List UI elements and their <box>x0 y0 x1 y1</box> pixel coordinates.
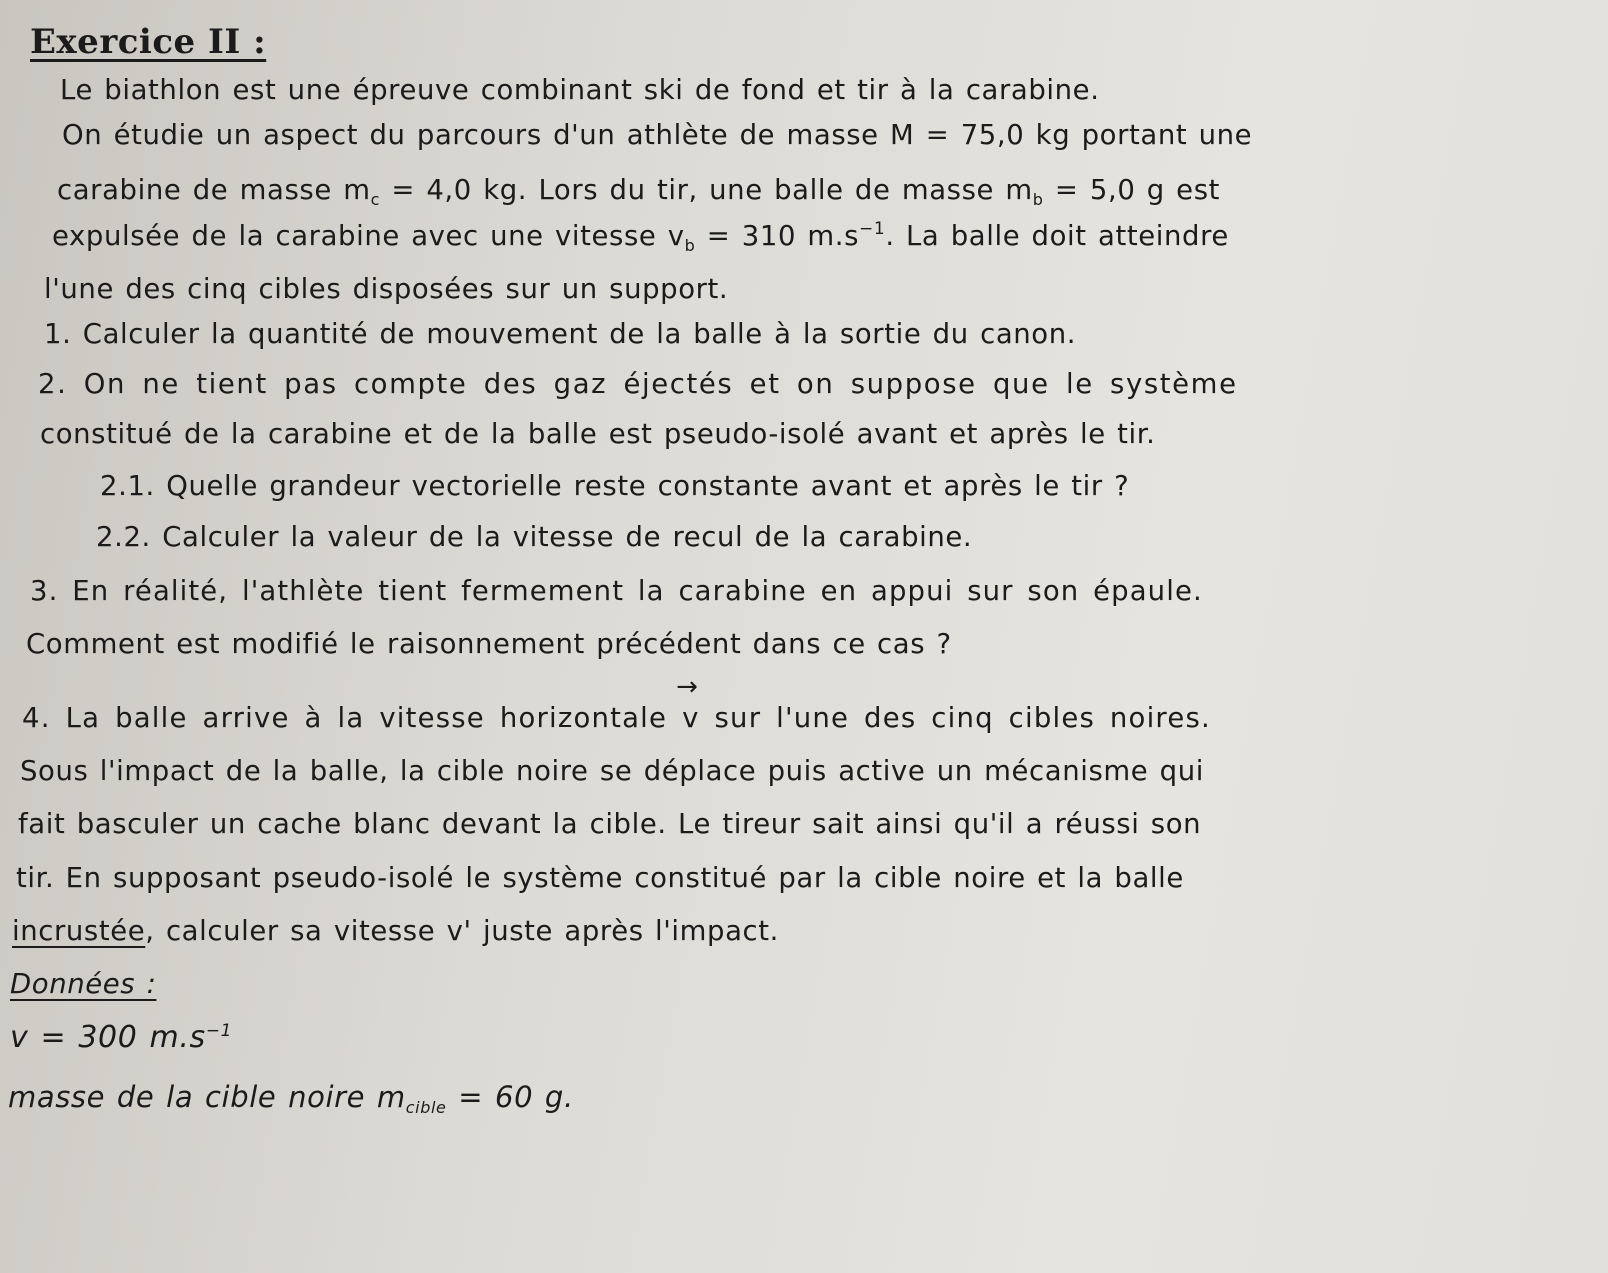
data-target-mass: masse de la cible noire $m_{cible} = 60$ g. <box>8 1080 574 1117</box>
exercise-title: Exercice II : <box>30 22 267 62</box>
question-2-line-1 <box>38 368 1238 400</box>
intro-text: portant une <box>1081 119 1253 151</box>
question-3-line-1 <box>30 575 1203 607</box>
intro-text: expulsée de la carabine avec une vitesse <box>52 220 657 252</box>
underlined-word: incrustée <box>12 915 146 947</box>
question-text: 3. En réalité, l'athlète tient fermement la carabine en appui sur son épaule. <box>30 575 1203 607</box>
intro-text: l'une des cinq cibles disposées sur un support. <box>44 273 729 305</box>
question-4-line-1 <box>22 672 1211 734</box>
bullet-mass-value: = 5,0 g <box>1054 174 1165 206</box>
intro-line-1 <box>60 74 1100 106</box>
question-text: 4. La balle arrive à la vitesse horizontale <box>22 702 668 734</box>
question-text: tir. En supposant pseudo-isolé le système constitué par la cible noire et la balle <box>16 862 1184 894</box>
question-text: Comment est modifié le raisonnement précédent dans ce cas ? <box>26 628 952 660</box>
athlete-mass: M = 75,0 kg <box>890 119 1071 151</box>
intro-line-3 <box>57 174 1220 209</box>
bullet-speed-symbol: $v_b$ <box>667 220 696 255</box>
question-text: 1. Calculer la quantité de mouvement de la balle à la sortie du canon. <box>44 318 1077 350</box>
intro-line-5 <box>44 273 728 305</box>
rifle-mass-symbol: $m_c$ <box>343 174 380 209</box>
question-text: fait basculer un cache blanc devant la cible. Le tireur sait ainsi qu'il a réussi son <box>18 808 1202 840</box>
data-heading: Données : <box>10 968 157 1000</box>
question-2-1 <box>100 470 1129 502</box>
vector-arrow: → <box>676 672 700 702</box>
question-2-2 <box>96 521 972 553</box>
bullet-speed-value: = 310 $m.s^{-1}$ <box>706 219 886 252</box>
question-text: Sous l'impact de la balle, la cible noire se déplace puis active un mécanisme qui <box>20 755 1204 787</box>
bullet-mass-symbol: $m_b$ <box>1005 174 1044 209</box>
question-1 <box>44 318 1076 350</box>
intro-line-2 <box>62 119 1252 151</box>
intro-text: est <box>1176 174 1221 206</box>
velocity-vector: → v <box>676 672 700 734</box>
question-text: constitué de la carabine et de la balle est pseudo-isolé avant et après le tir. <box>40 418 1156 450</box>
question-4-line-2 <box>20 755 1204 787</box>
rifle-mass-value: = 4,0 kg <box>391 174 518 206</box>
question-4-line-5 <box>12 915 779 947</box>
question-text: 2.2. Calculer la valeur de la vitesse de recul de la carabine. <box>96 521 973 553</box>
intro-line-4 <box>52 219 1229 255</box>
question-2-line-2 <box>40 418 1155 450</box>
question-text: 2. On ne tient pas compte des gaz éjectés et on suppose que le système <box>38 368 1238 400</box>
question-text: sur l'une des cinq cibles noires. <box>714 702 1211 734</box>
intro-text: On étudie un aspect du parcours d'un athlète de masse <box>62 119 879 151</box>
question-3-line-2 <box>26 628 952 660</box>
question-4-line-3 <box>18 808 1201 840</box>
intro-text: . Lors du tir, une balle de masse <box>517 174 995 206</box>
data-velocity: v = 300 $m.s^{-1}$ <box>10 1020 233 1055</box>
intro-text: carabine de masse <box>57 174 332 206</box>
question-4-line-4 <box>16 862 1184 894</box>
question-text: , calculer sa vitesse v' juste après l'impact. <box>145 915 779 947</box>
intro-text: . La balle doit atteindre <box>885 220 1229 252</box>
question-text: 2.1. Quelle grandeur vectorielle reste constante avant et après le tir ? <box>100 470 1130 502</box>
intro-text: Le biathlon est une épreuve combinant ski de fond et tir à la carabine. <box>60 74 1100 106</box>
